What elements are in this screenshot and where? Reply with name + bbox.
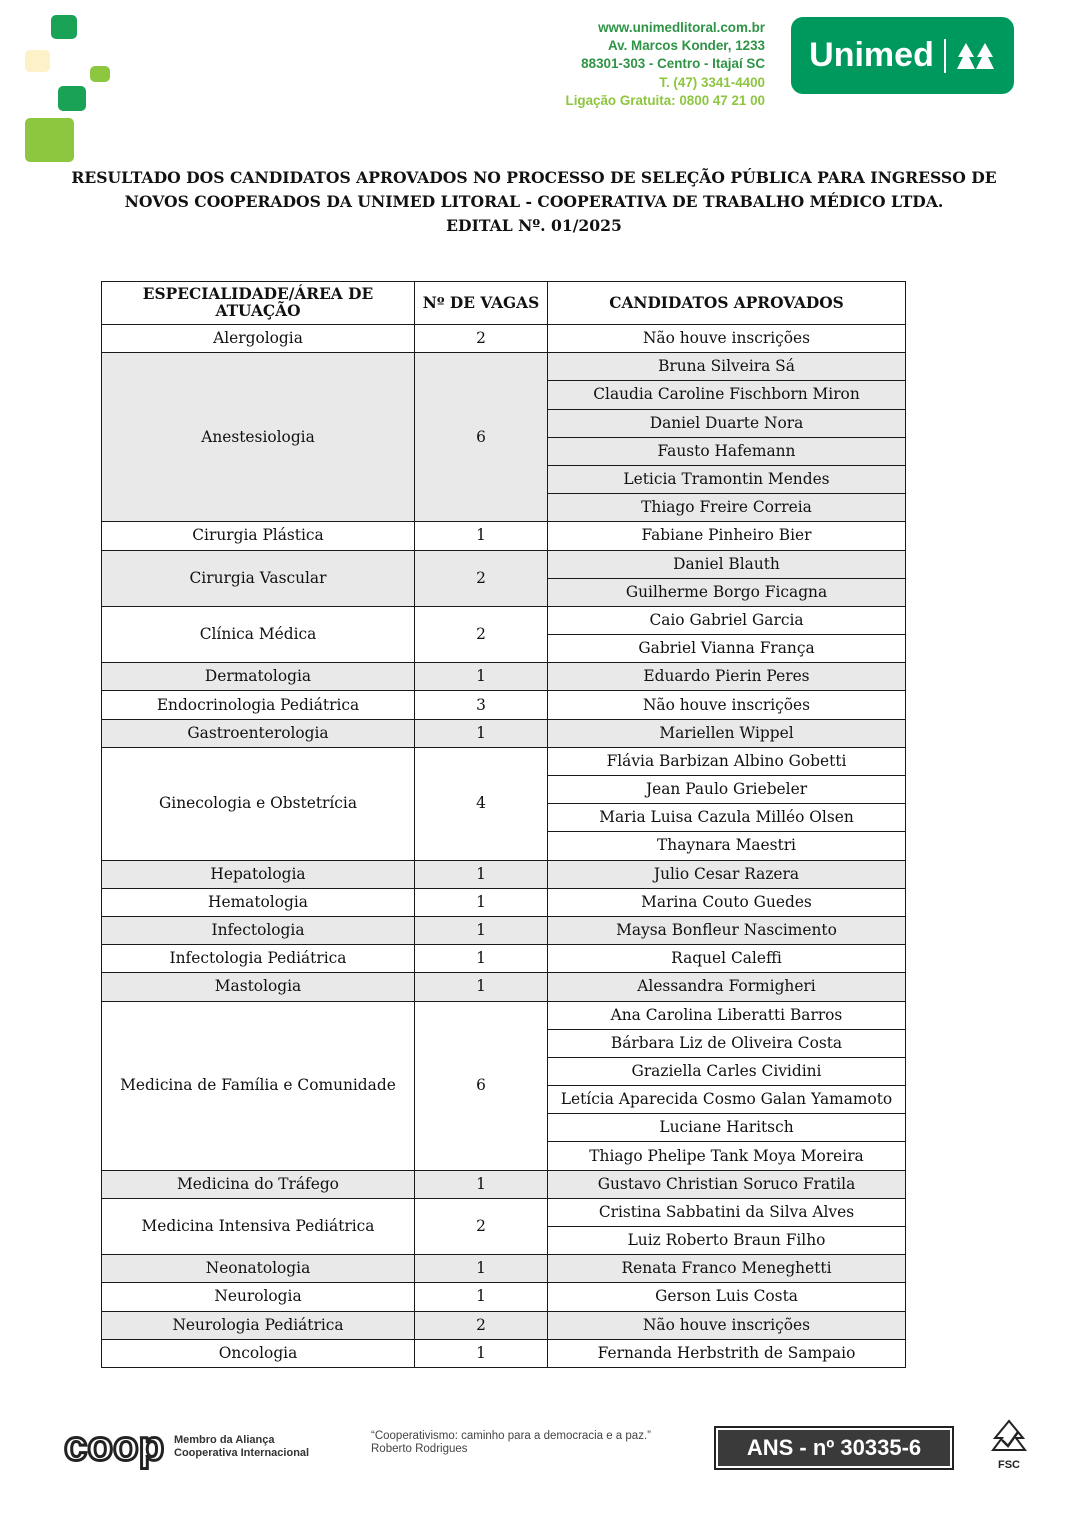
table-row [102,1283,906,1311]
vacancies-cell: 6 [415,353,548,522]
specialty-cell: Alergologia [102,325,415,353]
candidate-cell: Mariellen Wippel [548,719,906,747]
candidate-cell: Gustavo Christian Soruco Fratila [548,1170,906,1198]
table-row [102,973,906,1001]
quote-author: Roberto Rodrigues [371,1443,468,1455]
vacancies-cell: 1 [415,1255,548,1283]
specialty-cell: Dermatologia [102,663,415,691]
candidate-cell: Daniel Duarte Nora [548,409,906,437]
svg-text:coop: coop [64,1424,165,1469]
ans-number: ANS - nº 30335-6 [718,1430,950,1466]
candidate-cell: Não houve inscrições [548,1311,906,1339]
candidate-cell: Letícia Aparecida Cosmo Galan Yamamoto [548,1086,906,1114]
document-title [60,166,1008,238]
unimed-logo [791,17,1014,94]
vacancies-cell: 2 [415,550,548,606]
specialty-cell: Cirurgia Vascular [102,550,415,606]
header-specialty: ESPECIALIDADE/ÁREA DE ATUAÇÃO [102,282,415,325]
vacancies-cell: 2 [415,325,548,353]
candidate-cell: Thaynara Maestri [548,832,906,860]
candidate-cell: Gabriel Vianna França [548,635,906,663]
vacancies-cell: 1 [415,719,548,747]
specialty-cell: Cirurgia Plástica [102,522,415,550]
specialty-cell: Medicina de Família e Comunidade [102,1001,415,1170]
fsc-logo [986,1418,1032,1471]
vacancies-cell: 2 [415,1311,548,1339]
vacancies-cell: 1 [415,916,548,944]
decorative-square [25,118,74,162]
vacancies-cell: 1 [415,973,548,1001]
specialty-cell: Gastroenterologia [102,719,415,747]
table-row [102,945,906,973]
candidate-cell: Fausto Hafemann [548,437,906,465]
specialty-cell: Neurologia Pediátrica [102,1311,415,1339]
candidate-cell: Cristina Sabbatini da Silva Alves [548,1198,906,1226]
specialty-cell: Clínica Médica [102,606,415,662]
table-row [102,1001,906,1029]
candidate-cell: Fernanda Herbstrith de Sampaio [548,1339,906,1367]
table-row [102,1198,906,1226]
table-row [102,888,906,916]
decorative-square [51,15,77,39]
candidate-cell: Jean Paulo Griebeler [548,776,906,804]
header-candidates: CANDIDATOS APROVADOS [548,282,906,325]
table-row [102,1339,906,1367]
specialty-cell: Oncologia [102,1339,415,1367]
decorative-square [90,66,110,82]
candidate-cell: Não houve inscrições [548,325,906,353]
vacancies-cell: 1 [415,1283,548,1311]
candidate-cell: Thiago Freire Correia [548,494,906,522]
specialty-cell: Infectologia Pediátrica [102,945,415,973]
table-row [102,1170,906,1198]
candidate-cell: Não houve inscrições [548,691,906,719]
table-row [102,550,906,578]
website-link[interactable]: www.unimedlitoral.com.br [598,20,765,35]
coop-member-line-2: Cooperativa Internacional [174,1447,310,1459]
logo-divider [944,39,946,73]
vacancies-cell: 6 [415,1001,548,1170]
table-row [102,1311,906,1339]
coop-footer [64,1424,309,1470]
table-row [102,325,906,353]
table-header-row [102,282,906,325]
table-row [102,860,906,888]
toll-free-number: Ligação Gratuita: 0800 47 21 00 [565,92,765,108]
table-row [102,916,906,944]
table-row [102,691,906,719]
candidate-cell: Claudia Caroline Fischborn Miron [548,381,906,409]
candidate-cell: Leticia Tramontin Mendes [548,465,906,493]
candidate-cell: Ana Carolina Liberatti Barros [548,1001,906,1029]
candidate-cell: Luiz Roberto Braun Filho [548,1227,906,1255]
vacancies-cell: 2 [415,1198,548,1254]
vacancies-cell: 1 [415,860,548,888]
candidate-cell: Gerson Luis Costa [548,1283,906,1311]
quote-text: “Cooperativismo: caminho para a democracia e a paz.” [371,1430,651,1442]
candidate-cell: Bruna Silveira Sá [548,353,906,381]
candidate-cell: Maria Luisa Cazula Milléo Olsen [548,804,906,832]
candidate-cell: Guilherme Borgo Ficagna [548,578,906,606]
candidate-cell: Luciane Haritsch [548,1114,906,1142]
table-row [102,353,906,381]
coop-logo [64,1424,168,1470]
candidate-cell: Graziella Carles Cividini [548,1057,906,1085]
vacancies-cell: 4 [415,747,548,860]
specialty-cell: Neurologia [102,1283,415,1311]
footer-quote [371,1430,651,1456]
candidate-cell: Renata Franco Meneghetti [548,1255,906,1283]
decorative-square [25,50,50,72]
table-row [102,747,906,775]
candidate-cell: Caio Gabriel Garcia [548,606,906,634]
contact-block [520,19,765,110]
vacancies-cell: 2 [415,606,548,662]
logo-text: Unimed [809,36,934,74]
specialty-cell: Neonatologia [102,1255,415,1283]
vacancies-cell: 1 [415,888,548,916]
results-body [102,325,906,1368]
candidate-cell: Thiago Phelipe Tank Moya Moreira [548,1142,906,1170]
candidate-cell: Raquel Caleffi [548,945,906,973]
candidate-cell: Julio Cesar Razera [548,860,906,888]
candidate-cell: Flávia Barbizan Albino Gobetti [548,747,906,775]
vacancies-cell: 1 [415,945,548,973]
vacancies-cell: 1 [415,1170,548,1198]
title-line-1: RESULTADO DOS CANDIDATOS APROVADOS NO PROCESSO DE SELEÇÃO PÚBLICA PARA INGRESSO DE [71,168,997,187]
table-row [102,606,906,634]
edital-number: EDITAL Nº. 01/2025 [446,216,622,235]
results-table [101,281,906,1368]
decorative-square [58,86,86,111]
ans-badge [714,1426,954,1470]
tree-check-icon [988,1418,1030,1456]
table-row [102,719,906,747]
specialty-cell: Hepatologia [102,860,415,888]
candidate-cell: Eduardo Pierin Peres [548,663,906,691]
candidate-cell: Maysa Bonfleur Nascimento [548,916,906,944]
vacancies-cell: 1 [415,522,548,550]
specialty-cell: Endocrinologia Pediátrica [102,691,415,719]
candidate-cell: Daniel Blauth [548,550,906,578]
specialty-cell: Mastologia [102,973,415,1001]
unimed-tree-icon [956,41,996,71]
vacancies-cell: 1 [415,663,548,691]
table-row [102,1255,906,1283]
specialty-cell: Anestesiologia [102,353,415,522]
address-city: 88301-303 - Centro - Itajaí SC [581,56,765,72]
specialty-cell: Infectologia [102,916,415,944]
vacancies-cell: 3 [415,691,548,719]
phone-number: T. (47) 3341-4400 [659,74,765,90]
candidate-cell: Alessandra Formigheri [548,973,906,1001]
specialty-cell: Ginecologia e Obstetrícia [102,747,415,860]
table-row [102,522,906,550]
title-line-2: NOVOS COOPERADOS DA UNIMED LITORAL - COOPERATIVA DE TRABALHO MÉDICO LTDA. [124,192,944,211]
specialty-cell: Hematologia [102,888,415,916]
vacancies-cell: 1 [415,1339,548,1367]
fsc-label: FSC [998,1459,1020,1471]
coop-member-text [174,1434,309,1460]
coop-member-line-1: Membro da Aliança [174,1434,275,1446]
specialty-cell: Medicina do Tráfego [102,1170,415,1198]
table-row [102,663,906,691]
address-street: Av. Marcos Konder, 1233 [607,38,765,54]
candidate-cell: Fabiane Pinheiro Bier [548,522,906,550]
specialty-cell: Medicina Intensiva Pediátrica [102,1198,415,1254]
candidate-cell: Marina Couto Guedes [548,888,906,916]
candidate-cell: Bárbara Liz de Oliveira Costa [548,1029,906,1057]
header-vacancies: Nº DE VAGAS [415,282,548,325]
